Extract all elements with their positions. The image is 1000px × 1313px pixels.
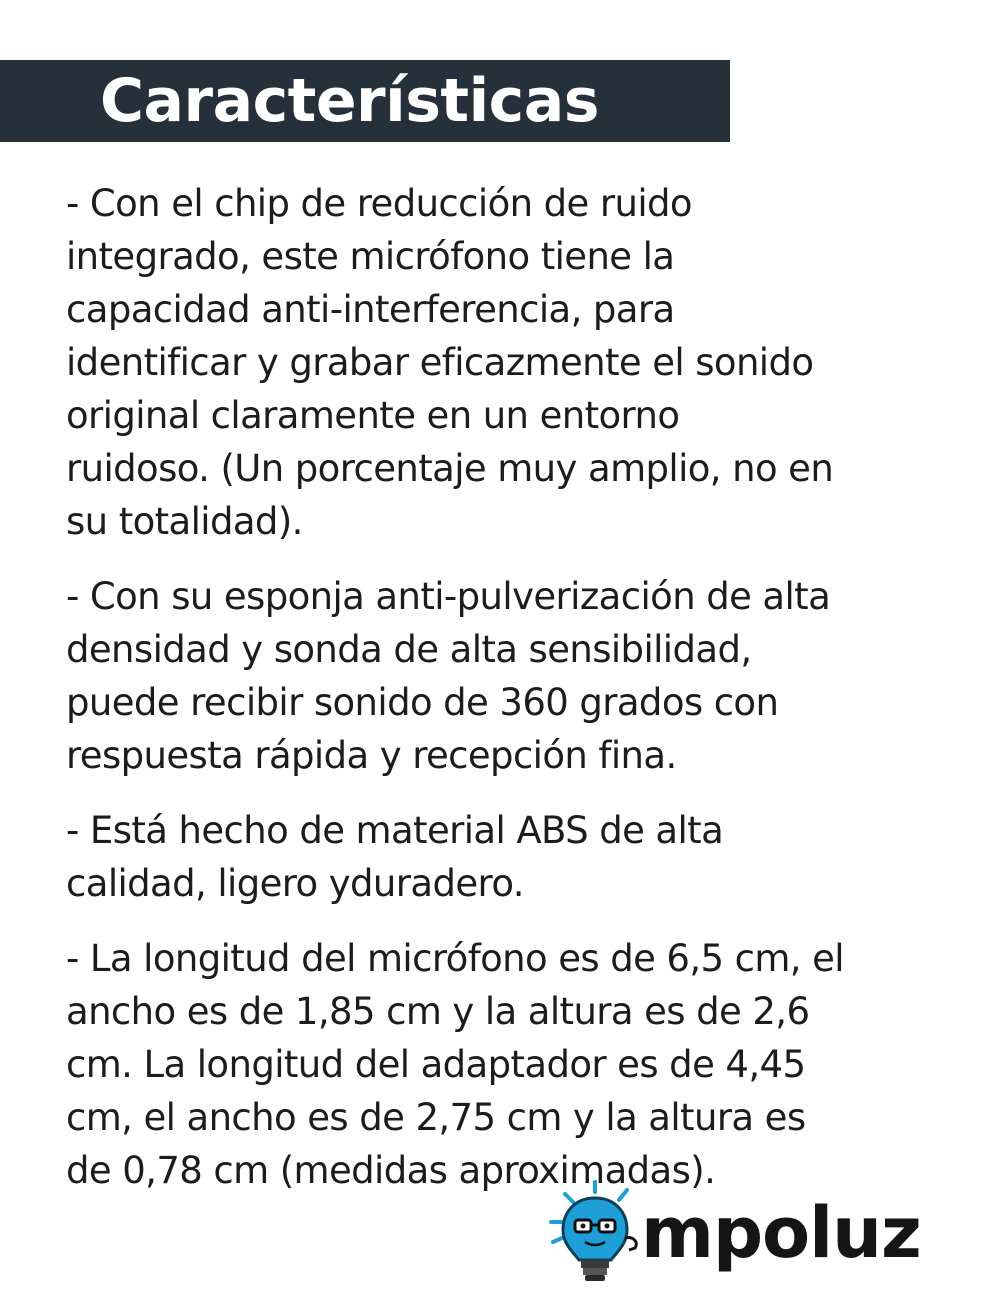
- text-line: calidad, ligero yduradero.: [66, 862, 524, 905]
- text-line: cm. La longitud del adaptador es de 4,45: [66, 1043, 806, 1086]
- text-line: - Está hecho de material ABS de alta: [66, 809, 724, 852]
- title-bar: [0, 60, 730, 142]
- feature-paragraph-noise-reduction: [66, 177, 966, 548]
- text-line: - Con el chip de reducción de ruido: [66, 182, 692, 225]
- features-list: [66, 177, 966, 1219]
- feature-paragraph-sponge: [66, 570, 966, 782]
- text-line: capacidad anti-interferencia, para: [66, 288, 675, 331]
- feature-paragraph-dimensions: [66, 932, 966, 1197]
- text-line: cm, el ancho es de 2,75 cm y la altura es: [66, 1096, 806, 1139]
- text-line: de 0,78 cm (medidas aproximadas).: [66, 1149, 716, 1192]
- text-line: densidad y sonda de alta sensibilidad,: [66, 628, 752, 671]
- text-line: su totalidad).: [66, 500, 303, 543]
- feature-paragraph-material: [66, 804, 966, 910]
- text-line: ancho es de 1,85 cm y la altura es de 2,6: [66, 990, 810, 1033]
- brand-logo: [545, 1180, 935, 1290]
- text-line: identificar y grabar eficazmente el sonido: [66, 341, 814, 384]
- text-line: integrado, este micrófono tiene la: [66, 235, 675, 278]
- text-line: - La longitud del micrófono es de 6,5 cm, el: [66, 937, 844, 980]
- page-title: Características: [100, 66, 599, 136]
- text-line: - Con su esponja anti-pulverización de alta: [66, 575, 831, 618]
- text-line: original claramente en un entorno: [66, 394, 680, 437]
- brand-name: mpoluz: [641, 1192, 921, 1274]
- text-line: ruidoso. (Un porcentaje muy amplio, no en: [66, 447, 834, 490]
- text-line: respuesta rápida y recepción fina.: [66, 734, 677, 777]
- text-line: puede recibir sonido de 360 grados con: [66, 681, 779, 724]
- lightbulb-mascot-icon: [545, 1180, 655, 1290]
